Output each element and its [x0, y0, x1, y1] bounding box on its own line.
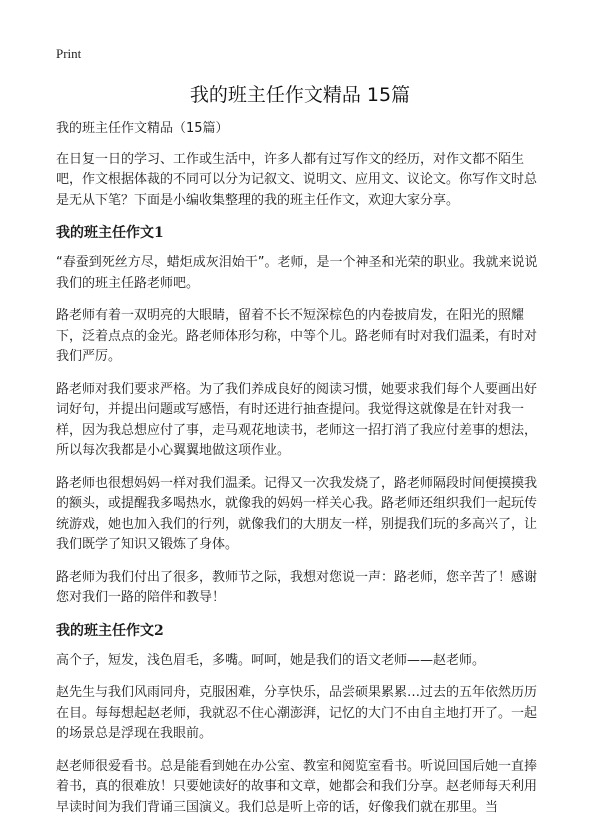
section-heading: 我的班主任作文2 [56, 622, 164, 639]
article-body [56, 119, 548, 830]
paragraph: 路老师有着一双明亮的大眼睛，留着不长不短深棕色的内卷披肩发，在阳光的照耀下，泛着点点的金光。路老师体形匀称，中等个儿。路老师有时对我们温柔，有时对我们严厉。 [56, 308, 538, 364]
print-link[interactable]: Print [56, 46, 82, 61]
intro-paragraph: 在日复一日的学习、工作或生活中，许多人都有过写作文的经历，对作文都不陌生吧，作文根据体裁的不同可以分为记叙文、说明文、应用文、议论文。你写作文时总是无从下笔？下面是小编收集整理的我的班主任作文，欢迎大家分享。 [56, 151, 538, 208]
paragraph: “春蚕到死丝方尽，蜡炬成灰泪始干”。老师，是一个神圣和光荣的职业。我就来说说我们的班主任路老师吧。 [56, 255, 538, 291]
paragraph: 赵先生与我们风雨同舟，克服困难，分享快乐，品尝硕果累累…过去的五年依然历历在目。每每想起赵老师，我就忍不住心潮澎湃，记忆的大门不由自主地打开了。一起的场景总是浮现在我眼前。 [56, 685, 538, 741]
paragraph: 路老师为我们付出了很多，教师节之际，我想对您说一声：路老师，您辛苦了！感谢您对我们一路的陪伴和教导！ [56, 569, 538, 605]
paragraph: 路老师也很想妈妈一样对我们温柔。记得又一次我发烧了，路老师隔段时间便摸摸我的额头，或提醒我多喝热水，就像我的妈妈一样关心我。路老师还组织我们一起玩传统游戏，她也加入我们的行列，就像我们的大朋友一样，别提我们玩的多高兴了，让我们既学了知识又锻炼了身体。 [56, 475, 538, 552]
paragraph: 赵老师很爱看书。总是能看到她在办公室、教室和阅览室看书。听说回国后她一直捧着书，真的很难放！只要她读好的故事和文章，她都会和我们分享。赵老师每天利用早读时间为我们背诵三国演义。我们总是听上帝的话，好像我们就在那里。当 [56, 758, 538, 815]
paragraph: 路老师对我们要求严格。为了我们养成良好的阅读习惯，她要求我们每个人要画出好词好句，并提出问题或写感悟，有时还进行抽查提问。我觉得这就像是在针对我一样，因为我总想应付了事，走马观花地读书，老师这一招打消了我应付差事的想法，所以每次我都是小心翼翼地做这项作业。 [56, 381, 538, 458]
page-title: 我的班主任作文精品 15篇 [189, 84, 411, 106]
article-subtitle: 我的班主任作文精品（15篇） [56, 121, 229, 136]
paragraph: 高个子，短发，浅色眉毛，多嘴。呵呵，她是我们的语文老师——赵老师。 [56, 652, 486, 668]
section-heading: 我的班主任作文1 [56, 225, 164, 241]
